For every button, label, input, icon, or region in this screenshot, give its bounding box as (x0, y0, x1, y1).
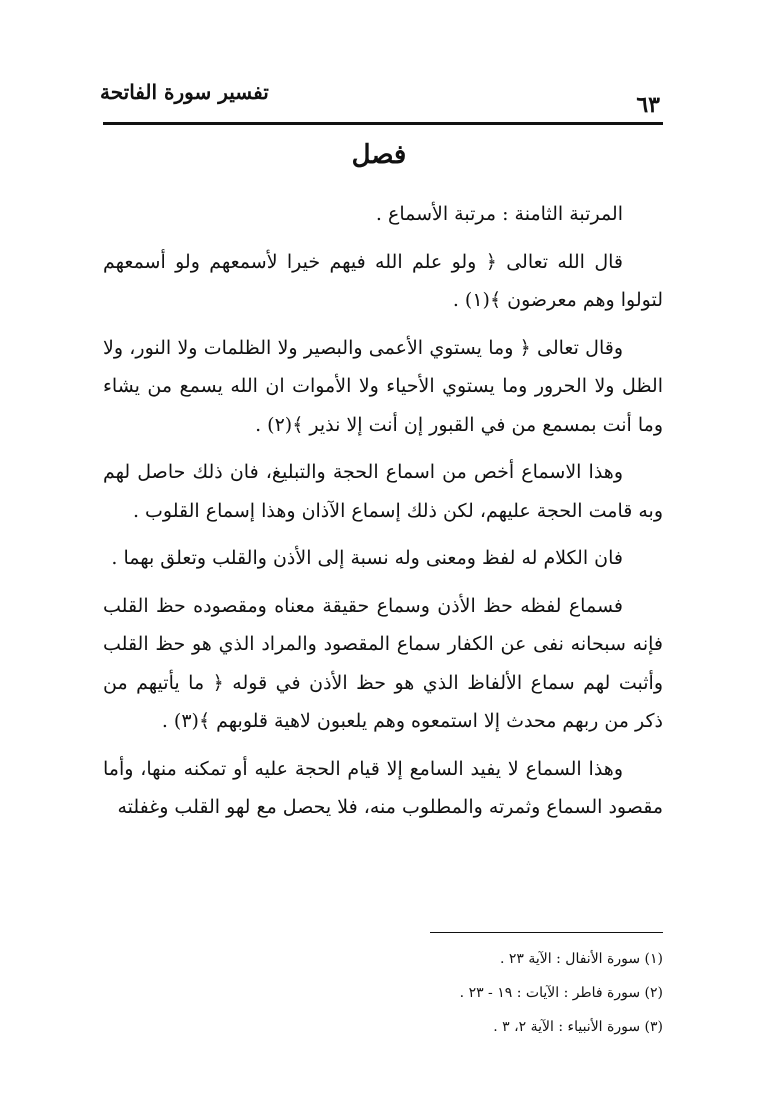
paragraph: فسماع لفظه حظ الأذن وسماع حقيقة معناه ومقصوده حظ القلب فإنه سبحانه نفى عن الكفار سماع المقصود والمراد الذي هو حظ القلب وأثبت لهم سماع الألفاظ الذي هو حظ الأذن في قوله ﴿ ما يأتيهم من ذكر من ربهم محدث إلا استمعوه وهم يلعبون لاهية قلوبهم ﴾(٣) . (103, 594, 663, 732)
footnote-rule (430, 932, 663, 933)
footnote: (١) سورة الأنفال : الآية ٢٣ . (499, 951, 663, 967)
body-text (103, 195, 663, 836)
footnote: (٣) سورة الأنبياء : الآية ٢، ٣ . (493, 1019, 663, 1035)
footnote: (٢) سورة فاطر : الآيات : ١٩ - ٢٣ . (459, 985, 663, 1001)
paragraph: فان الكلام له لفظ ومعنى وله نسبة إلى الأذن والقلب وتعلق بهما . (111, 547, 623, 569)
header-rule (103, 122, 663, 125)
paragraph: قال الله تعالى ﴿ ولو علم الله فيهم خيرا لأسمعهم ولو أسمعهم لتولوا وهم معرضون ﴾(١) . (103, 250, 663, 311)
footnotes (103, 942, 663, 1044)
paragraph: وهذا السماع لا يفيد السامع إلا قيام الحجة عليه أو تمكنه منها، وأما مقصود السماع وثمرته والمطلوب منه، فلا يحصل مع لهو القلب وغفلته (103, 757, 663, 818)
section-title: فصل (351, 140, 407, 170)
paragraph: المرتبة الثامنة : مرتبة الأسماع . (375, 203, 623, 225)
page-header (100, 80, 660, 120)
page-number: ٦٣ (636, 92, 660, 118)
paragraph: وقال تعالى ﴿ وما يستوي الأعمى والبصير ولا الظلمات ولا النور، ولا الظل ولا الحرور وما يستوي الأحياء ولا الأموات ان الله يسمع من يشاء وما أنت بمسمع من في القبور إن أنت إلا نذير ﴾(٢) . (103, 336, 663, 436)
paragraph: وهذا الاسماع أخص من اسماع الحجة والتبليغ، فان ذلك حاصل لهم وبه قامت الحجة عليهم، لكن ذلك إسماع الآذان وهذا إسماع القلوب . (103, 461, 663, 522)
running-title: تفسير سورة الفاتحة (100, 80, 269, 104)
